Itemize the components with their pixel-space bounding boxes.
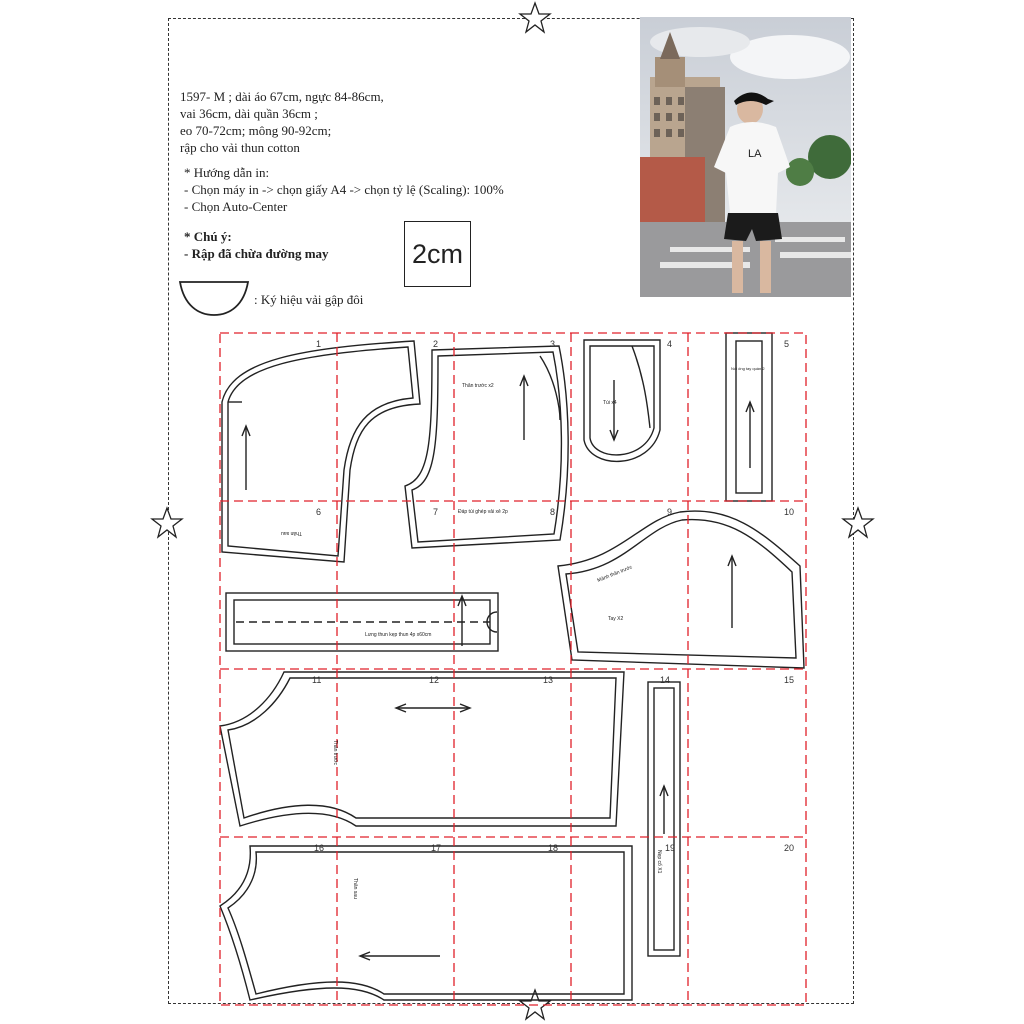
pattern-piece bbox=[220, 846, 632, 1000]
fold-symbol-label: : Ký hiệu vải gập đôi bbox=[254, 292, 364, 307]
tile-number: 15 bbox=[784, 675, 795, 685]
grainline-arrow-icon bbox=[242, 376, 754, 960]
tile-number: 5 bbox=[784, 339, 790, 349]
pattern-piece bbox=[584, 340, 660, 461]
tile-number: 18 bbox=[548, 843, 559, 853]
print-guide-title: * Hướng dẫn in: bbox=[184, 165, 270, 180]
pattern-piece bbox=[222, 341, 420, 562]
piece-label: Thân sau bbox=[352, 878, 358, 899]
tile-number: 9 bbox=[667, 507, 673, 517]
piece-label: Thân trước x2 bbox=[462, 383, 494, 389]
tile-number: 6 bbox=[316, 507, 322, 517]
tile-number: 20 bbox=[784, 843, 795, 853]
piece-label: Nẹp cổ X1 bbox=[656, 850, 662, 874]
scale-check-box: 2cm bbox=[404, 221, 471, 287]
tile-number: 7 bbox=[433, 507, 439, 517]
pattern-piece bbox=[726, 333, 772, 501]
piece-label: Túi x4 bbox=[603, 400, 617, 406]
pattern-piece bbox=[558, 511, 804, 668]
tile-number: 1 bbox=[316, 339, 322, 349]
piece-label: Thân trước bbox=[332, 740, 338, 765]
size-info-line: eo 70-72cm; mông 90-92cm; bbox=[180, 123, 332, 138]
piece-label: Lưng thun kẹp thun 4p x60cm bbox=[365, 632, 432, 638]
tile-number: 13 bbox=[543, 675, 554, 685]
size-info-line: 1597- M ; dài áo 67cm, ngực 84-86cm, bbox=[180, 89, 384, 104]
piece-label: Thân sau bbox=[281, 530, 302, 536]
print-guide-step: - Chọn Auto-Center bbox=[184, 199, 288, 214]
print-tile-grid bbox=[220, 333, 806, 1005]
print-guide-step: - Chọn máy in -> chọn giấy A4 -> chọn tỷ lệ (Scaling): 100% bbox=[184, 182, 504, 197]
tile-number: 3 bbox=[550, 339, 556, 349]
tile-number: 19 bbox=[665, 843, 676, 853]
tile-number: 17 bbox=[431, 843, 442, 853]
piece-label: Đáp túi ghép vải xẻ 2p bbox=[458, 509, 508, 515]
tile-number: 10 bbox=[784, 507, 795, 517]
size-info-line: rập cho vải thun cotton bbox=[180, 140, 300, 155]
tile-number: 4 bbox=[667, 339, 673, 349]
tile-number: 2 bbox=[433, 339, 439, 349]
piece-label: Nối ống tay quần 2 bbox=[731, 366, 765, 371]
piece-label: Tay X2 bbox=[608, 616, 624, 622]
tile-number: 11 bbox=[312, 675, 322, 685]
tile-number: 12 bbox=[429, 675, 440, 685]
pattern-piece bbox=[220, 672, 624, 826]
seam-note-text: - Rập đã chừa đường may bbox=[184, 246, 329, 261]
tile-number: 8 bbox=[550, 507, 556, 517]
tile-number: 14 bbox=[660, 675, 671, 685]
pattern-piece bbox=[405, 346, 568, 548]
pattern-piece bbox=[228, 347, 413, 556]
piece-label: Mảnh thân trước bbox=[596, 564, 634, 584]
svg-text:LA: LA bbox=[748, 148, 762, 160]
tile-number: 16 bbox=[314, 843, 325, 853]
size-info-line: vai 36cm, dài quần 36cm ; bbox=[180, 106, 318, 121]
seam-note-title: * Chú ý: bbox=[184, 229, 232, 244]
